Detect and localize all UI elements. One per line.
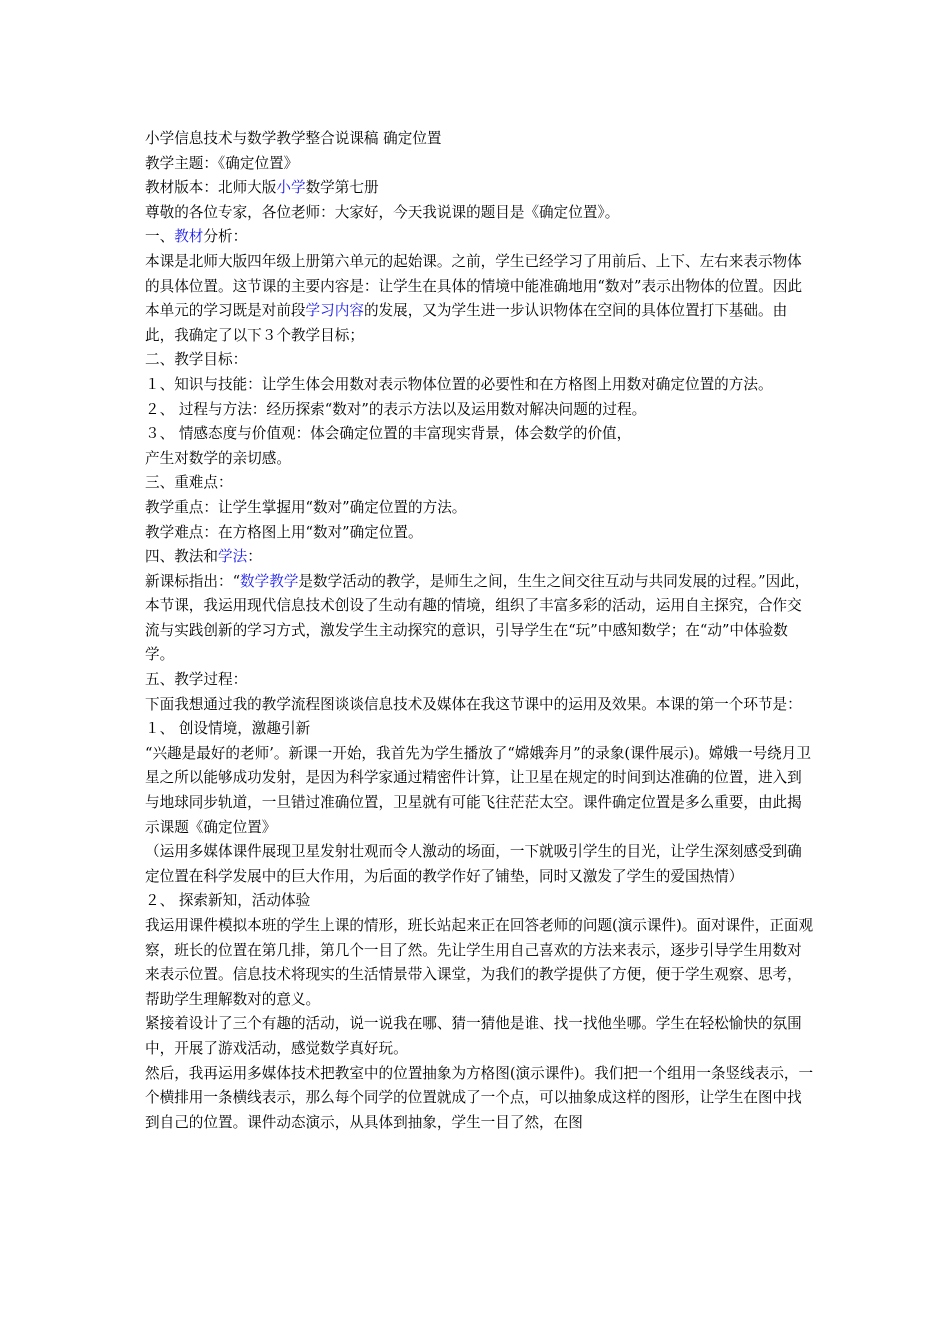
step1-note: （运用多媒体课件展现卫星发射壮观而令人激动的场面，一下就吸引学生的目光，让学生深刻感受到确定位置在科学发展中的巨大作用，为后面的教学作好了铺垫，同时又激发了学生的爱国热情） (145, 843, 802, 885)
goal-attitude-cont: 产生对数学的亲切感。 (145, 449, 291, 467)
link-xuefa[interactable]: 学法 (217, 548, 248, 566)
teaching-subject: 教学主题：《确定位置》 (145, 154, 299, 172)
link-shuxue-jiaoxue[interactable]: 数学教学 (240, 572, 299, 590)
link-xuexi-neirong[interactable]: 学习内容 (305, 302, 364, 320)
edition-prefix: 教材版本：北师大版 (145, 179, 277, 197)
section1-body-end: 的发展，又为学生进一步认识物体在空间的具体位置打下基础。由此，我确定了以下３个教学目标； (145, 302, 788, 344)
step2-body-3: 然后，我再运用多媒体技术把教室中的位置抽象为方格图(演示课件)。我们把一个组用一条竖线表示，一个横排用一条横线表示，那么每个同学的位置就成了一个点，可以抽象成这样的图形，让学生在图中找到自己的位置。课件动态演示，从具体到抽象，学生一目了然，在图 (145, 1064, 814, 1131)
section4-body-end: 是数学活动的教学，是师生之间，生生之间交往互动与共同发展的过程。”因此，本节课，我运用现代信息技术创设了生动有趣的情境，组织了丰富多彩的活动，运用自主探究，合作交流与实践创新的学习方式，激发学生主动探究的意识，引导学生在“玩”中感知数学；在“动”中体验数学。 (145, 572, 810, 664)
section1-heading (145, 225, 815, 250)
link-xiaoxue[interactable]: 小学 (276, 179, 306, 197)
goal-attitude: ３、 情感态度与价值观：体会确定位置的丰富现实背景，体会数学的价值， (145, 425, 632, 443)
document-body (145, 127, 815, 1135)
step2-body-1: 我运用课件模拟本班的学生上课的情形，班长站起来正在回答老师的问题(演示课件)。面对课件，正面观察，班长的位置在第几排，第几个一目了然。先让学生用自己喜欢的方法来表示，逐步引导学生用数对来表示位置。信息技术将现实的生活情景带入课堂，为我们的教学提供了方便，便于学生观察、思考，帮助学生理解数对的意义。 (145, 917, 814, 1008)
difficult-point: 教学难点：在方格图上用“数对”确定位置。 (145, 523, 423, 541)
textbook-edition (145, 176, 815, 201)
step2-title: ２、 探索新知，活动体验 (145, 892, 311, 910)
goal-process: ２、 过程与方法：经历探索“数对”的表示方法以及运用数对解决问题的过程。 (145, 400, 647, 418)
key-point: 教学重点：让学生掌握用“数对”确定位置的方法。 (145, 498, 467, 516)
section2-heading: 二、教学目标： (145, 351, 248, 369)
step2-body-2: 紧接着设计了三个有趣的活动，说一说我在哪、猜一猜他是谁、找一找他坐哪。学生在轻松愉快的氛围中，开展了游戏活动，感觉数学真好玩。 (145, 1015, 802, 1057)
goal-knowledge: １、知识与技能：让学生体会用数对表示物体位置的必要性和在方格图上用数对确定位置的方法。 (145, 375, 773, 393)
section3-heading: 三、重难点： (145, 474, 233, 492)
doc-title: 小学信息技术与数学教学整合说课稿 确定位置 (145, 130, 442, 147)
section1-heading-prefix: 一、 (145, 228, 175, 246)
section4-heading-suffix: ： (247, 548, 262, 566)
section4-body-start: 新课标指出：“ (145, 572, 241, 590)
step1-body: “兴趣是最好的老师’。新课一开始，我首先为学生播放了“嫦娥奔月”的录象(课件展示)。嫦娥一号绕月卫星之所以能够成功发射，是因为科学家通过精密件计算，让卫星在规定的时间到达准确的位置，进入到与地球同步轨道，一旦错过准确位置，卫星就有可能飞往茫茫太空。课件确定位置是多么重要，由此揭示课题《确定位置》 (145, 744, 811, 836)
edition-suffix: 数学第七册 (305, 179, 379, 197)
greeting: 尊敬的各位专家，各位老师：大家好，今天我说课的题目是《确定位置》。 (145, 203, 620, 221)
section5-heading: 五、教学过程： (145, 671, 248, 689)
step1-title: １、 创设情境，激趣引新 (145, 720, 311, 738)
section1-body (145, 250, 815, 348)
section4-heading (145, 545, 815, 570)
section4-body (145, 570, 815, 668)
section5-intro: 下面我想通过我的教学流程图谈谈信息技术及媒体在我这节课中的运用及效果。本课的第一个环节是： (145, 695, 802, 713)
section1-heading-suffix: 分析： (203, 228, 248, 246)
section1-body-start: 本课是北师大版四年级上册第六单元的起始课。之前，学生已经学习了用前后、上下、左右来表示物体的具体位置。这节课的主要内容是：让学生在具体的情境中能准确地用“数对”表示出物体的位置。因此本单元的学习既是对前段 (145, 252, 803, 320)
link-jiaocai[interactable]: 教材 (174, 228, 204, 246)
section4-heading-prefix: 四、教法和 (145, 548, 218, 566)
